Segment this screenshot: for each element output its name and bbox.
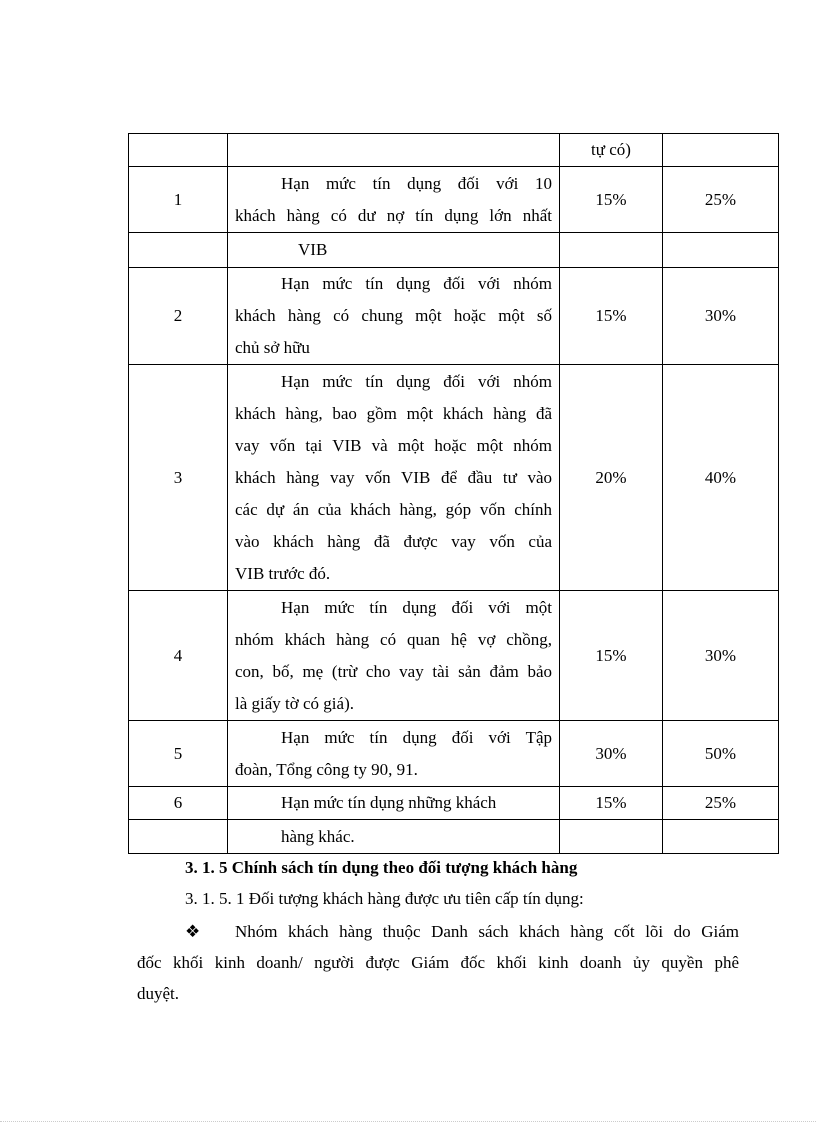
table-row <box>129 167 779 233</box>
bullet-icon: ❖ <box>185 922 201 941</box>
desc-line: khách hàng, bao gồm một khách hàng đã <box>235 403 552 423</box>
limit-value-2: 25% <box>663 167 779 233</box>
limit-value-1: 15% <box>560 268 663 365</box>
row-description <box>228 268 560 365</box>
row-description <box>228 591 560 721</box>
desc-line: khách hàng có dư nợ tín dụng lớn nhất <box>235 205 552 225</box>
limit-value-1: 15% <box>560 167 663 233</box>
limit-value-1 <box>560 233 663 268</box>
limit-value-2: 40% <box>663 365 779 591</box>
desc-line: nhóm khách hàng có quan hệ vợ chồng, <box>235 629 552 649</box>
table-cell <box>129 134 228 167</box>
limit-value-1 <box>560 820 663 854</box>
limit-value-2: 25% <box>663 787 779 820</box>
row-number: 3 <box>129 365 228 591</box>
desc-line: vay vốn tại VIB và một hoặc một nhóm <box>235 435 552 455</box>
limit-value-2 <box>663 233 779 268</box>
limit-value-1: 30% <box>560 721 663 787</box>
row-number: 2 <box>129 268 228 365</box>
row-description <box>228 365 560 591</box>
row-number: 6 <box>129 787 228 820</box>
desc-line: khách hàng vay vốn VIB để đầu tư vào <box>235 467 552 487</box>
desc-line: Hạn mức tín dụng những khách <box>281 793 497 812</box>
table-row <box>129 233 779 268</box>
row-description <box>228 167 560 233</box>
section-heading: 3. 1. 5 Chính sách tín dụng theo đối tượng khách hàng <box>185 858 578 877</box>
desc-line: khách hàng có chung một hoặc một số <box>235 306 552 325</box>
desc-line: vào khách hàng đã được vay vốn của <box>235 531 552 551</box>
desc-line: là giấy tờ có giá). <box>235 693 354 713</box>
table-row <box>129 721 779 787</box>
table-row <box>129 820 779 854</box>
row-description <box>228 233 560 268</box>
desc-line: đoàn, Tổng công ty 90, 91. <box>235 759 418 779</box>
paragraph-line: đốc khối kinh doanh/ người được Giám đốc khối kinh doanh ủy quyền phê <box>137 953 739 972</box>
table-cell <box>663 134 779 167</box>
desc-line: VIB <box>298 240 328 259</box>
row-description <box>228 820 560 854</box>
desc-line: VIB trước đó. <box>235 563 331 583</box>
bullet-paragraph <box>137 916 739 1009</box>
desc-line: Hạn mức tín dụng đối với nhóm <box>281 371 552 391</box>
limit-value-2: 30% <box>663 591 779 721</box>
row-number: 4 <box>129 591 228 721</box>
table-row <box>129 787 779 820</box>
limit-value-2: 30% <box>663 268 779 365</box>
desc-line: hàng khác. <box>281 826 355 846</box>
paragraph-line <box>137 916 739 947</box>
table-row <box>129 268 779 365</box>
desc-line: Hạn mức tín dụng đối với nhóm <box>281 274 552 293</box>
desc-line: chủ sở hữu <box>235 338 310 357</box>
paragraph-text: Nhóm khách hàng thuộc Danh sách khách hàng cốt lõi do Giám <box>235 922 739 941</box>
section-subheading: 3. 1. 5. 1 Đối tượng khách hàng được ưu tiên cấp tín dụng: <box>185 889 584 908</box>
desc-line: con, bố, mẹ (trừ cho vay tài sản đảm bảo <box>235 661 552 681</box>
paragraph-line: duyệt. <box>137 984 180 1003</box>
desc-line: Hạn mức tín dụng đối với Tập <box>281 727 552 747</box>
table-row <box>129 365 779 591</box>
credit-limit-table <box>128 133 779 854</box>
limit-value-1: 20% <box>560 365 663 591</box>
desc-line: các dự án của khách hàng, góp vốn chính <box>235 499 552 519</box>
table-cell: tự có) <box>560 134 663 167</box>
limit-value-1: 15% <box>560 591 663 721</box>
desc-line: Hạn mức tín dụng đối với 10 <box>281 173 552 193</box>
table-header-continuation-row <box>129 134 779 167</box>
limit-value-2: 50% <box>663 721 779 787</box>
desc-line: Hạn mức tín dụng đối với một <box>281 597 552 617</box>
table-row <box>129 591 779 721</box>
limit-value-1: 15% <box>560 787 663 820</box>
row-number <box>129 820 228 854</box>
row-description <box>228 721 560 787</box>
row-number: 1 <box>129 167 228 233</box>
table-cell <box>228 134 560 167</box>
limit-value-2 <box>663 820 779 854</box>
row-number <box>129 233 228 268</box>
row-number: 5 <box>129 721 228 787</box>
page-bottom-divider <box>0 1121 816 1122</box>
row-description <box>228 787 560 820</box>
